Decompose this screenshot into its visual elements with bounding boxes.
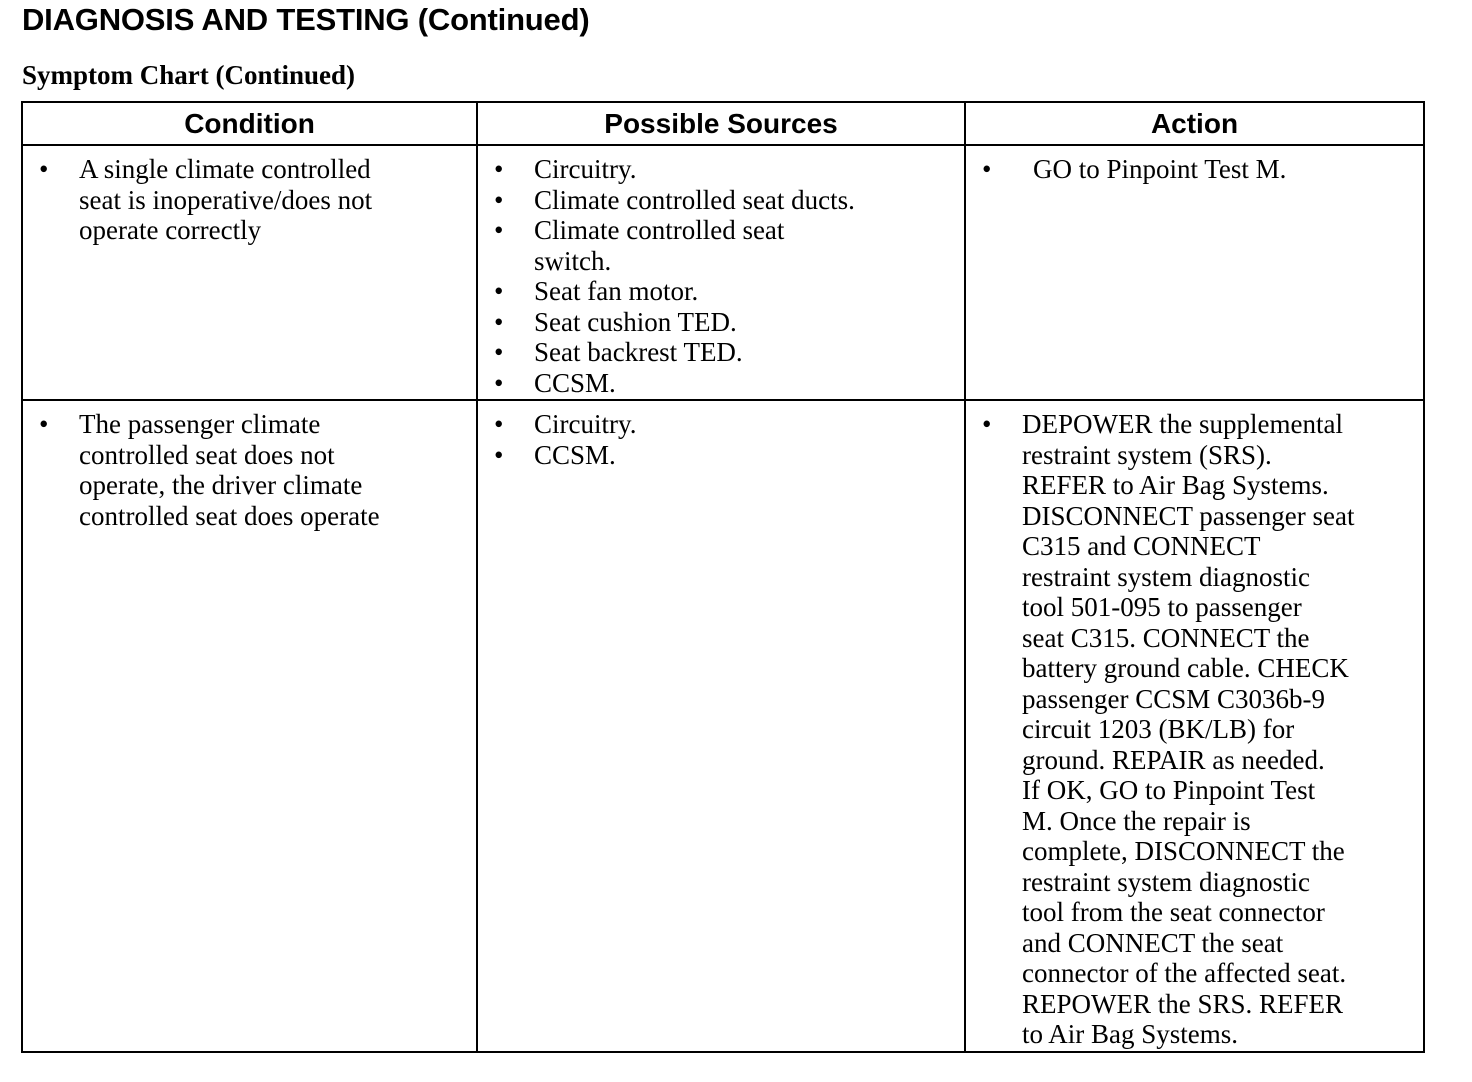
- condition-line: The passenger climate: [79, 409, 321, 439]
- action-cell: [965, 145, 1424, 400]
- action-item: [966, 154, 1423, 185]
- bullet-icon: •: [494, 215, 504, 245]
- bullet-icon: •: [494, 276, 504, 306]
- condition-line: controlled seat does operate: [79, 500, 380, 531]
- table-row: [22, 145, 1424, 400]
- source-item: [478, 368, 964, 399]
- source-item: [478, 276, 964, 307]
- action-line: DEPOWER the supplemental: [1022, 409, 1343, 439]
- bullet-icon: •: [39, 409, 49, 439]
- bullet-icon: •: [494, 306, 504, 337]
- action-cell: [965, 400, 1424, 1052]
- action-line: connector of the affected seat.: [1022, 958, 1347, 988]
- action-line: seat C315. CONNECT the: [1022, 622, 1310, 653]
- source-item: [478, 215, 964, 276]
- table-row: [22, 400, 1424, 1052]
- action-line: battery ground cable. CHECK: [1022, 653, 1349, 683]
- bullet-icon: •: [494, 337, 504, 367]
- action-line: passenger CCSM C3036b-9: [1022, 683, 1325, 714]
- source-line: Seat fan motor.: [534, 276, 699, 306]
- bullet-icon: •: [494, 439, 504, 470]
- bullet-icon: •: [494, 367, 504, 398]
- table-header-row: [22, 102, 1424, 145]
- source-line: Climate controlled seat: [534, 215, 785, 245]
- action-line: restraint system diagnostic: [1022, 866, 1310, 897]
- bullet-icon: •: [494, 184, 504, 215]
- source-line: Seat cushion TED.: [534, 306, 737, 337]
- source-line: Seat backrest TED.: [534, 337, 743, 367]
- condition-item: [23, 409, 476, 531]
- source-item: [478, 409, 964, 440]
- source-item: [478, 307, 964, 338]
- action-line: ground. REPAIR as needed.: [1022, 744, 1325, 775]
- page-title: DIAGNOSIS AND TESTING (Continued): [22, 2, 590, 37]
- source-item: [478, 185, 964, 216]
- source-line: Circuitry.: [534, 409, 637, 439]
- bullet-icon: •: [982, 409, 992, 439]
- condition-cell: [22, 400, 477, 1052]
- column-header-possible-sources: Possible Sources: [477, 102, 965, 145]
- action-line: If OK, GO to Pinpoint Test: [1022, 775, 1316, 805]
- source-line: CCSM.: [534, 439, 616, 470]
- action-item: [966, 409, 1423, 1050]
- condition-line: seat is inoperative/does not: [79, 184, 373, 215]
- action-line: GO to Pinpoint Test M.: [1033, 154, 1287, 184]
- action-line: circuit 1203 (BK/LB) for: [1022, 714, 1295, 744]
- symptom-chart-table: [21, 101, 1425, 1053]
- action-line: restraint system diagnostic: [1022, 561, 1310, 592]
- condition-line: operate, the driver climate: [79, 470, 363, 500]
- action-line: tool from the seat connector: [1022, 897, 1325, 927]
- action-line: and CONNECT the seat: [1022, 927, 1284, 958]
- action-line: DISCONNECT passenger seat: [1022, 500, 1355, 531]
- condition-line: operate correctly: [79, 215, 262, 245]
- action-line: restraint system (SRS).: [1022, 439, 1272, 470]
- action-line: C315 and CONNECT: [1022, 531, 1261, 561]
- section-title: Symptom Chart (Continued): [22, 60, 356, 90]
- action-line: M. Once the repair is: [1022, 805, 1251, 836]
- source-item: [478, 154, 964, 185]
- action-line: complete, DISCONNECT the: [1022, 836, 1345, 866]
- possible-sources-cell: [477, 400, 965, 1052]
- condition-line: A single climate controlled: [79, 154, 371, 184]
- column-header-action: Action: [965, 102, 1424, 145]
- condition-cell: [22, 145, 477, 400]
- action-line: REPOWER the SRS. REFER: [1022, 988, 1344, 1019]
- column-header-condition: Condition: [22, 102, 477, 145]
- condition-item: [23, 154, 476, 246]
- possible-sources-cell: [477, 145, 965, 400]
- bullet-icon: •: [494, 409, 504, 439]
- source-line: Climate controlled seat ducts.: [534, 184, 855, 215]
- source-line: Circuitry.: [534, 154, 637, 184]
- action-line: REFER to Air Bag Systems.: [1022, 470, 1329, 500]
- source-line: CCSM.: [534, 367, 616, 398]
- action-line: tool 501-095 to passenger: [1022, 592, 1302, 622]
- source-line: switch.: [534, 245, 612, 276]
- bullet-icon: •: [982, 154, 992, 184]
- action-line: to Air Bag Systems.: [1022, 1019, 1239, 1049]
- source-item: [478, 440, 964, 471]
- bullet-icon: •: [39, 154, 49, 184]
- source-item: [478, 337, 964, 368]
- condition-line: controlled seat does not: [79, 439, 335, 470]
- bullet-icon: •: [494, 154, 504, 184]
